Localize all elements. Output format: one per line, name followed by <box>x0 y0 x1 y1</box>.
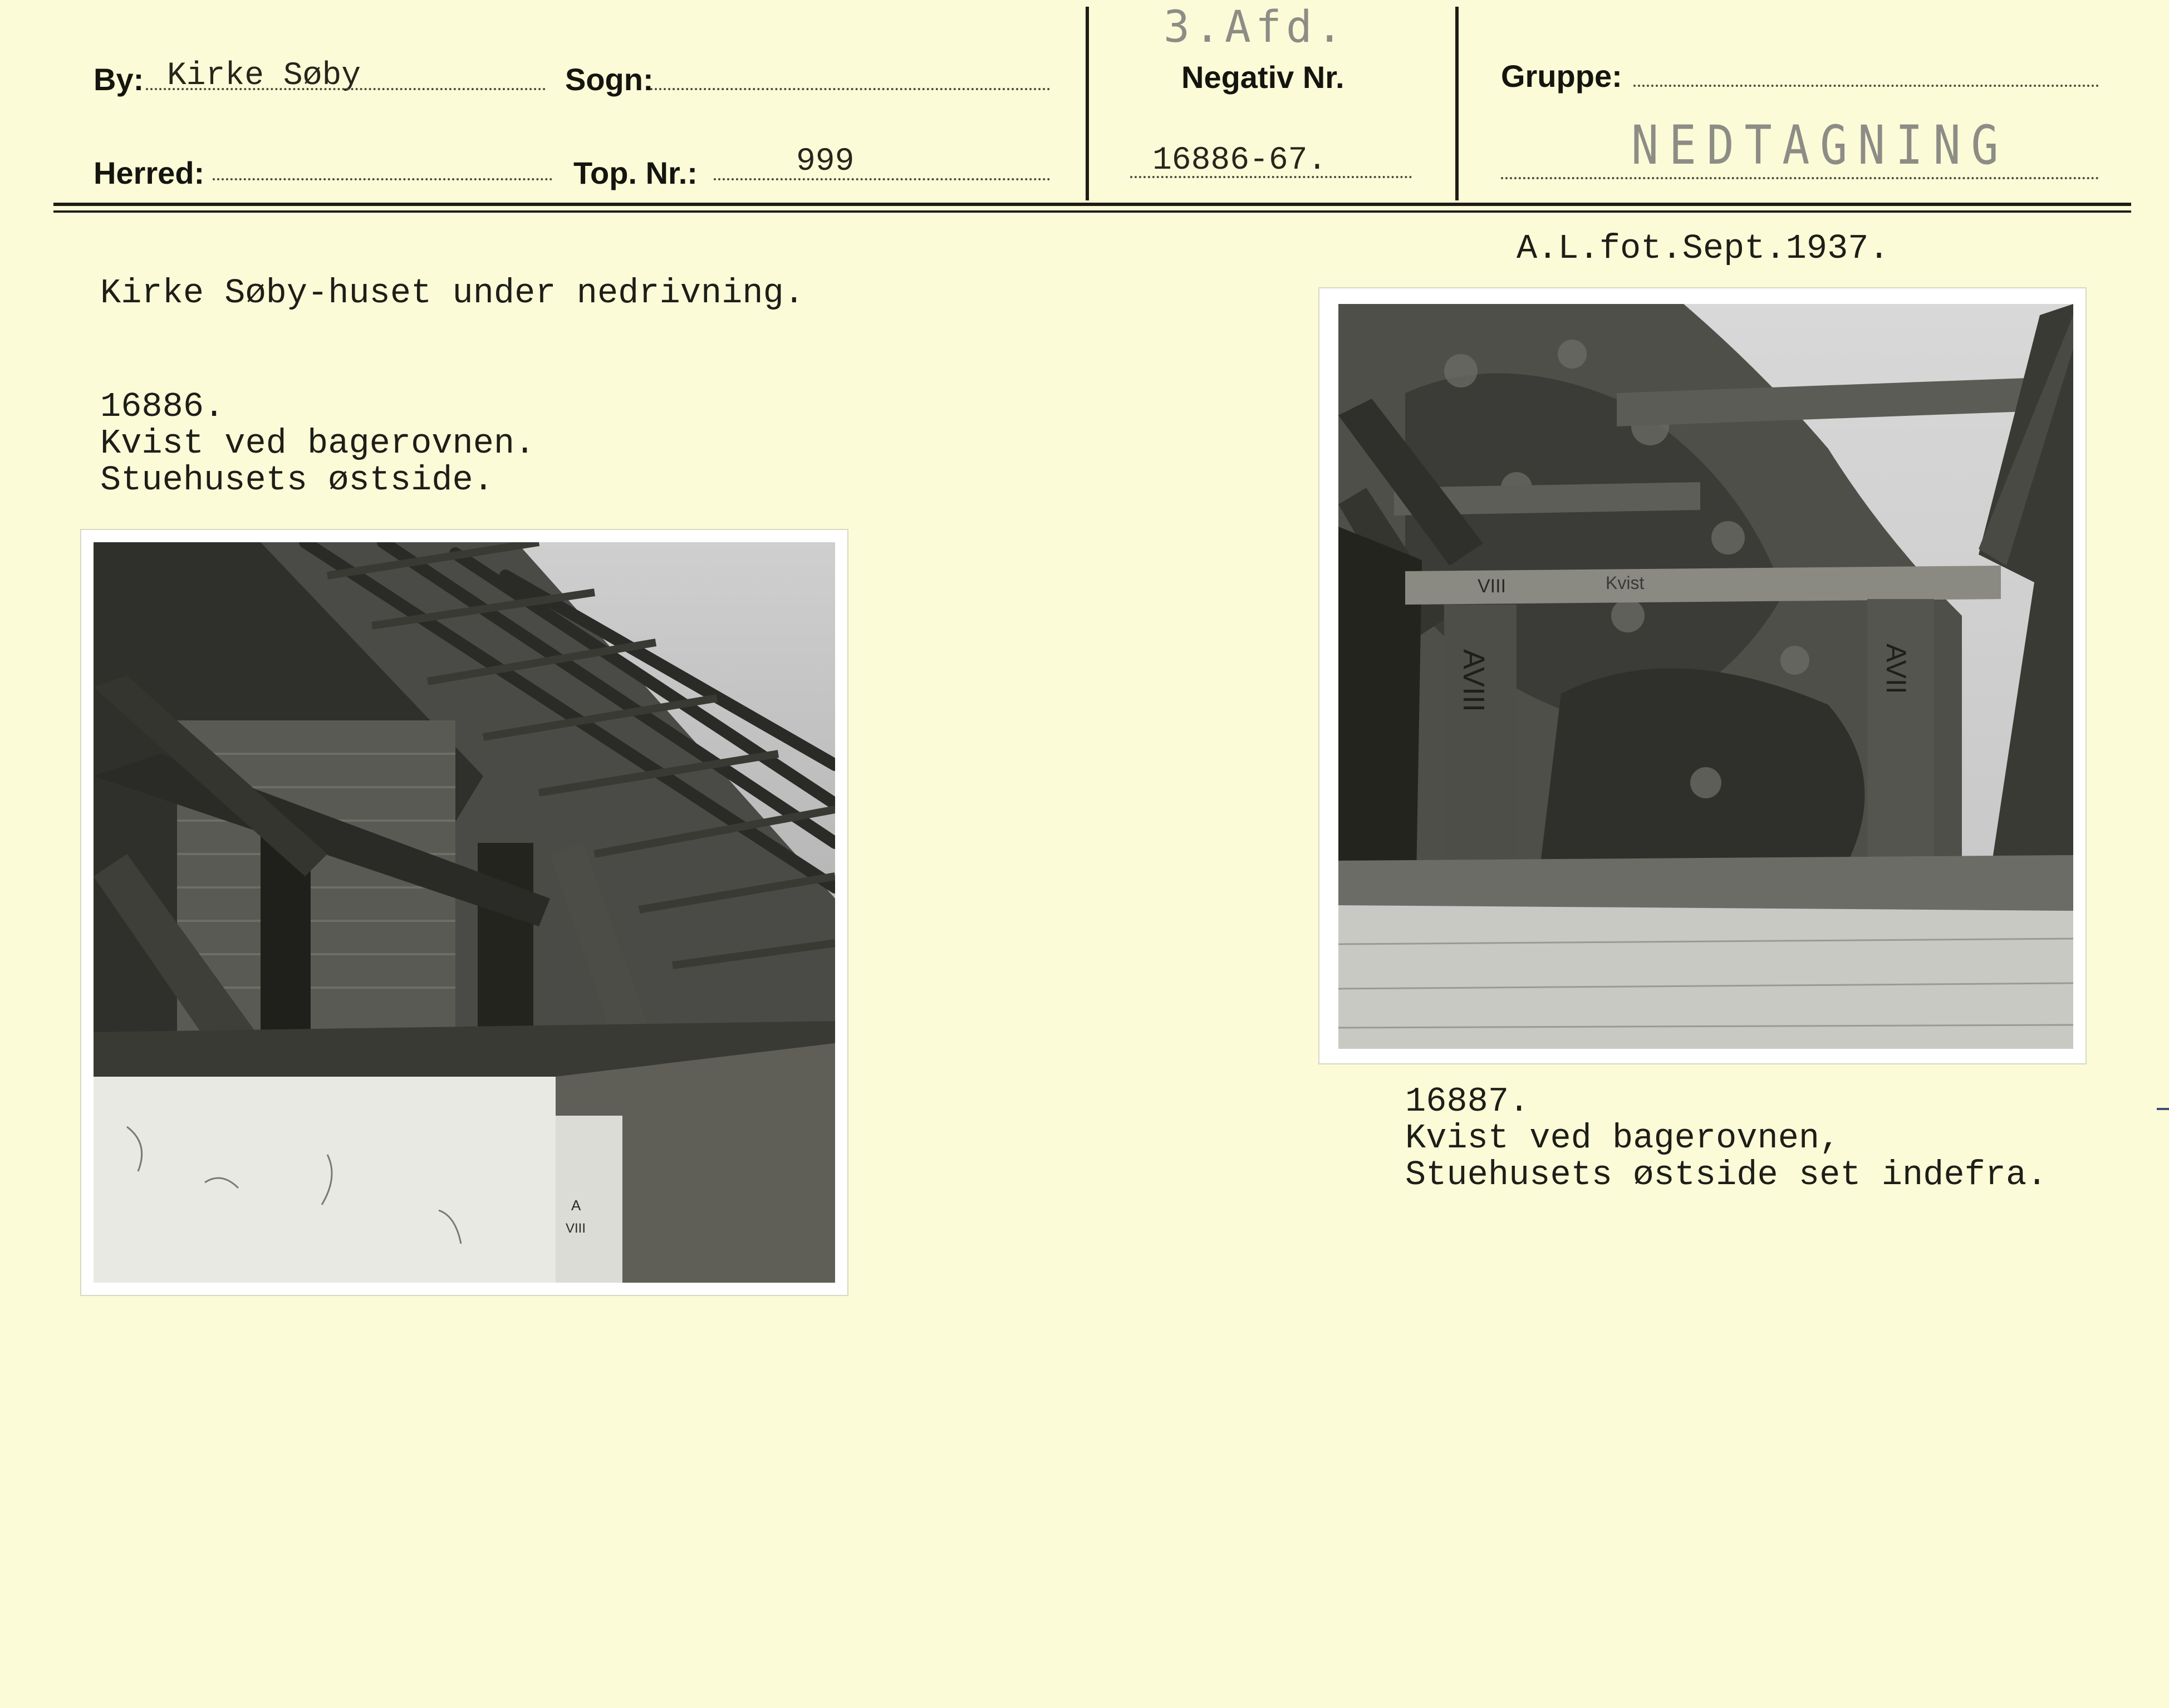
afd-stamp: 3.Afd. <box>1164 2 1347 52</box>
header-rule-top <box>53 203 2131 206</box>
photo-1-image <box>94 542 835 1283</box>
gruppe-field-line <box>1633 85 2099 87</box>
header-divider-2 <box>1455 7 1459 200</box>
top-nr-value: 999 <box>796 144 855 180</box>
photo-2-dormer-inside <box>1319 288 2085 1063</box>
caption-1 <box>100 389 535 499</box>
photo-2-mark-viii: VIII <box>1478 576 1506 597</box>
photo-1-roof-dormer <box>81 530 847 1295</box>
herred-field-line <box>213 178 552 180</box>
caption-1-line-1: Kvist ved bagerovnen. <box>100 424 536 463</box>
caption-2-line-2: Stuehusets østside set indefra. <box>1405 1155 2048 1195</box>
edge-mark <box>2157 1108 2169 1110</box>
top-nr-label: Top. Nr.: <box>573 155 698 190</box>
nedtagning-stamp: NEDTAGNING <box>1631 114 2009 176</box>
caption-2-number: 16887. <box>1405 1082 1530 1121</box>
top-nr-field-line <box>714 178 1050 180</box>
sogn-label: Sogn: <box>565 62 654 97</box>
photo-1-mark-a: A <box>571 1197 581 1214</box>
caption-1-line-2: Stuehusets østside. <box>100 460 494 500</box>
sogn-field-line <box>650 88 1050 90</box>
photographer-note: A.L.fot.Sept.1937. <box>1517 229 1890 268</box>
by-value: Kirke Søby <box>167 58 361 94</box>
gruppe-field-line-2 <box>1501 177 2099 179</box>
gruppe-label: Gruppe: <box>1501 58 1622 94</box>
header-divider-1 <box>1086 7 1089 200</box>
photo-2-mark-aviii: AVIII <box>1457 649 1490 713</box>
caption-2-line-1: Kvist ved bagerovnen, <box>1405 1118 1841 1158</box>
photo-2-image <box>1338 304 2073 1049</box>
caption-1-number: 16886. <box>100 387 225 426</box>
by-field-line <box>146 88 546 90</box>
photo-2-mark-avii: AVII <box>1881 644 1912 694</box>
photo-2-mark-kvist: Kvist <box>1606 573 1645 593</box>
photo-1-mark-viii: VIII <box>566 1221 586 1236</box>
negativ-value: 16886-67. <box>1152 143 1327 179</box>
header-rule-bottom <box>53 210 2131 213</box>
herred-label: Herred: <box>94 155 205 190</box>
by-label: By: <box>94 62 144 97</box>
negativ-label: Negativ Nr. <box>1181 60 1344 95</box>
description: Kirke Søby-huset under nedrivning. <box>100 273 805 313</box>
caption-2 <box>1405 1083 2047 1194</box>
negativ-field-line <box>1130 176 1412 178</box>
